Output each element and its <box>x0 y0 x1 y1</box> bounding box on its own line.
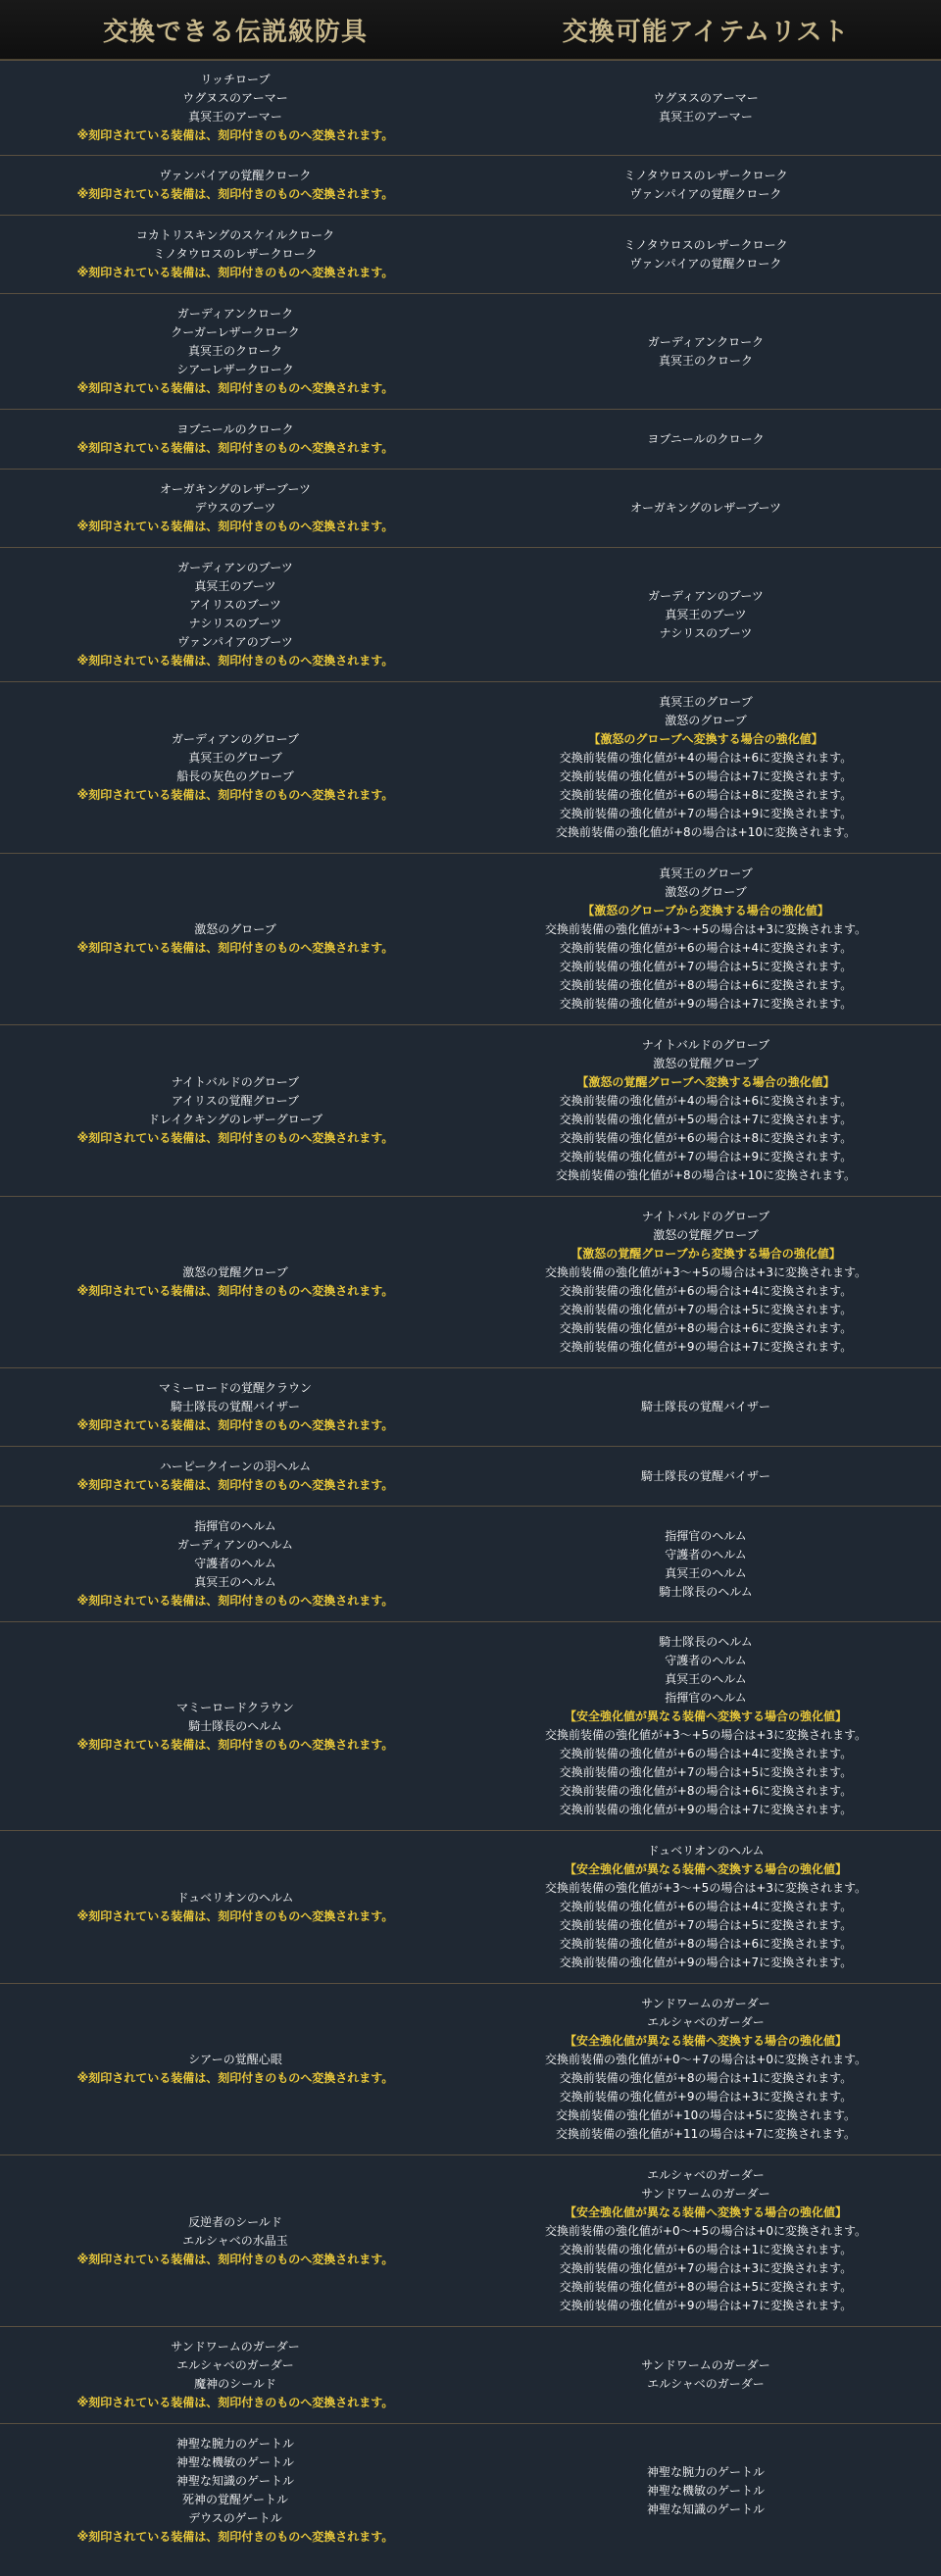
item-line: 騎士隊長のヘルム <box>659 1584 753 1599</box>
exchange-items-cell <box>470 854 941 1024</box>
legendary-armor-cell <box>0 470 470 547</box>
item-line: 神聖な腕力のゲートル <box>646 2464 765 2479</box>
enhancement-heading: 【安全強化値が異なる装備へ変換する場合の強化値】 <box>564 1709 847 1723</box>
item-line: 真冥王のアーマー <box>188 110 282 124</box>
exchange-items-cell <box>470 156 941 215</box>
engraving-note: ※刻印されている装備は、刻印付きのものへ変換されます。 <box>76 1131 394 1145</box>
item-line: 騎士隊長の覚醒バイザー <box>170 1400 300 1413</box>
legendary-armor-cell <box>0 1622 470 1830</box>
item-line: 魔神のシールド <box>194 2377 276 2391</box>
item-line: 死神の覚醒ゲートル <box>181 2493 288 2506</box>
exchange-items-cell <box>470 294 941 409</box>
item-line: 指揮官のヘルム <box>194 1519 276 1533</box>
item-line: ヨブニールのクローク <box>176 422 294 436</box>
item-line: ドュベリオンのヘルム <box>176 1890 294 1905</box>
engraving-note: ※刻印されている装備は、刻印付きのものへ変換されます。 <box>76 1284 394 1298</box>
item-line: 指揮官のヘルム <box>665 1528 747 1543</box>
legendary-armor-cell <box>0 854 470 1024</box>
item-line: 交換前装備の強化値が+6の場合は+4に変換されます。 <box>559 1284 853 1298</box>
item-line: エルシャベの水晶玉 <box>182 2233 288 2248</box>
table-row <box>0 1367 941 1446</box>
item-line: サンドワームのガーダー <box>171 2340 300 2353</box>
item-line: 交換前装備の強化値が+8の場合は+10に変換されます。 <box>555 1168 857 1182</box>
enhancement-heading: 【激怒の覚醒グローブから変換する場合の強化値】 <box>570 1247 841 1261</box>
item-line: 真冥王のクローク <box>658 353 753 368</box>
enhancement-heading: 【安全強化値が異なる装備へ変換する場合の強化値】 <box>564 1862 847 1876</box>
enhancement-heading: 【激怒のグローブから変換する場合の強化値】 <box>582 904 829 917</box>
exchange-items-cell <box>470 2424 941 2557</box>
item-line: 激怒のグローブ <box>665 714 747 727</box>
table-row <box>0 215 941 293</box>
exchange-items-cell <box>470 410 941 469</box>
item-line: アイリスの覚醒グローブ <box>171 1094 300 1108</box>
item-line: 真冥王のアーマー <box>659 110 753 124</box>
exchange-items-cell <box>470 1197 941 1367</box>
item-line: 交換前装備の強化値が+10の場合は+5に変換されます。 <box>555 2108 857 2122</box>
item-line: 交換前装備の強化値が+9の場合は+7に変換されます。 <box>559 1956 853 1969</box>
table-row <box>0 293 941 409</box>
exchange-items-cell <box>470 2327 941 2423</box>
item-line: オーガキングのレザーブーツ <box>160 482 311 496</box>
table-body <box>0 60 941 2557</box>
item-line: 交換前装備の強化値が+9の場合は+3に変換されます。 <box>559 2090 853 2104</box>
table-row <box>0 853 941 1024</box>
item-line: 交換前装備の強化値が+6の場合は+4に変換されます。 <box>559 1747 853 1760</box>
engraving-note: ※刻印されている装備は、刻印付きのものへ変換されます。 <box>76 381 394 395</box>
item-line: 交換前装備の強化値が+6の場合は+4に変換されます。 <box>559 941 853 955</box>
item-line: クーガーレザークローク <box>171 325 300 339</box>
exchange-items-cell <box>470 682 941 853</box>
item-line: 真冥王のヘルム <box>665 1672 747 1686</box>
engraving-note: ※刻印されている装備は、刻印付きのものへ変換されます。 <box>76 1908 394 1923</box>
item-line: 指揮官のヘルム <box>665 1691 747 1705</box>
item-line: ガーディアンクローク <box>647 334 765 349</box>
item-line: 真冥王のヘルム <box>665 1565 747 1580</box>
table-row <box>0 2326 941 2423</box>
item-line: 真冥王のブーツ <box>665 607 747 621</box>
item-line: ドュベリオンのヘルム <box>647 1844 765 1858</box>
table-header <box>0 0 941 60</box>
legendary-armor-cell <box>0 2327 470 2423</box>
engraving-note: ※刻印されている装備は、刻印付きのものへ変換されます。 <box>76 1478 394 1492</box>
item-line: 交換前装備の強化値が+8の場合は+6に変換されます。 <box>559 1937 853 1951</box>
exchange-items-cell <box>470 1447 941 1506</box>
legendary-armor-cell <box>0 1447 470 1506</box>
engraving-note: ※刻印されている装備は、刻印付きのものへ変換されます。 <box>76 187 394 201</box>
item-line: 交換前装備の強化値が+6の場合は+8に変換されます。 <box>559 1131 853 1145</box>
item-line: 真冥王のグローブ <box>659 867 753 880</box>
table-row <box>0 2155 941 2326</box>
item-line: マミーロードクラウン <box>176 1700 294 1714</box>
item-line: 反逆者のシールド <box>188 2214 282 2229</box>
enhancement-heading: 【安全強化値が異なる装備へ変換する場合の強化値】 <box>564 2205 847 2219</box>
item-line: 騎士隊長のヘルム <box>659 1635 753 1649</box>
header-right-title: 交換可能アイテムリスト <box>562 17 850 47</box>
item-line: 交換前装備の強化値が+9の場合は+7に変換されます。 <box>559 1803 853 1816</box>
item-line: サンドワームのガーダー <box>641 1997 770 2010</box>
item-line: ウグヌスのアーマー <box>182 91 288 105</box>
item-line: 交換前装備の強化値が+3～+5の場合は+3に変換されます。 <box>544 922 867 936</box>
engraving-note: ※刻印されている装備は、刻印付きのものへ変換されます。 <box>76 2252 394 2266</box>
item-line: 交換前装備の強化値が+9の場合は+7に変換されます。 <box>559 1340 853 1354</box>
legendary-armor-cell <box>0 156 470 215</box>
item-line: ミノタウロスのレザークローク <box>153 247 318 261</box>
engraving-note: ※刻印されている装備は、刻印付きのものへ変換されます。 <box>76 266 394 279</box>
item-line: 交換前装備の強化値が+6の場合は+8に変換されます。 <box>559 788 853 802</box>
item-line: 神聖な機敏のゲートル <box>175 2455 294 2469</box>
item-line: ヴァンパイアの覚醒クローク <box>629 187 782 201</box>
engraving-note: ※刻印されている装備は、刻印付きのものへ変換されます。 <box>76 654 394 668</box>
table-row <box>0 1506 941 1621</box>
exchange-items-cell <box>470 1507 941 1621</box>
item-line: 交換前装備の強化値が+3～+5の場合は+3に変換されます。 <box>544 1728 867 1742</box>
item-line: 騎士隊長の覚醒バイザー <box>640 1400 770 1413</box>
item-line: デウスのゲートル <box>188 2511 282 2525</box>
item-line: 真冥王のグローブ <box>188 751 282 765</box>
item-line: サンドワームのガーダー <box>641 2187 770 2201</box>
table-row <box>0 1196 941 1367</box>
item-line: 交換前装備の強化値が+8の場合は+6に変換されます。 <box>559 1784 853 1798</box>
item-line: 交換前装備の強化値が+0～+7の場合は+0に変換されます。 <box>544 2053 867 2066</box>
item-line: 守護者のヘルム <box>665 1547 747 1561</box>
exchange-items-cell <box>470 2155 941 2326</box>
item-line: 交換前装備の強化値が+4の場合は+6に変換されます。 <box>559 751 853 765</box>
item-line: ハーピークイーンの羽ヘルム <box>159 1460 312 1473</box>
legendary-armor-cell <box>0 2424 470 2557</box>
item-line: ガーディアンのヘルム <box>176 1538 294 1552</box>
item-line: 真冥王のクローク <box>187 344 282 358</box>
item-line: サンドワームのガーダー <box>641 2358 770 2372</box>
item-line: ヴァンパイアの覚醒クローク <box>159 169 312 182</box>
item-line: 交換前装備の強化値が+7の場合は+9に変換されます。 <box>559 1150 853 1164</box>
item-line: 交換前装備の強化値が+6の場合は+1に変換されます。 <box>559 2243 853 2256</box>
table-row <box>0 2423 941 2557</box>
item-line: ヴァンパイアのブーツ <box>177 635 293 649</box>
item-line: マミーロードの覚醒クラウン <box>158 1381 312 1395</box>
item-line: エルシャベのガーダー <box>176 2358 294 2372</box>
item-line: 激怒の覚醒グローブ <box>182 1265 288 1279</box>
exchange-items-cell <box>470 1368 941 1446</box>
table-row <box>0 1446 941 1506</box>
item-line: ヨブニールのクローク <box>647 431 765 446</box>
item-line: ガーディアンのグローブ <box>172 732 299 746</box>
item-line: 真冥王のヘルム <box>194 1575 276 1589</box>
table-row <box>0 681 941 853</box>
legendary-armor-cell <box>0 1368 470 1446</box>
table-row <box>0 1983 941 2155</box>
engraving-note: ※刻印されている装備は、刻印付きのものへ変換されます。 <box>76 1418 394 1432</box>
enhancement-heading: 【激怒のグローブへ変換する場合の強化値】 <box>588 732 823 746</box>
item-line: 交換前装備の強化値が+6の場合は+4に変換されます。 <box>559 1900 853 1913</box>
item-line: 交換前装備の強化値が+8の場合は+6に変換されます。 <box>559 1321 853 1335</box>
item-line: 神聖な知識のゲートル <box>175 2474 294 2488</box>
item-line: 真冥王のブーツ <box>194 579 276 593</box>
item-line: 騎士隊長のヘルム <box>188 1718 282 1733</box>
item-line: ナイトバルドのグローブ <box>641 1210 770 1223</box>
item-line: 交換前装備の強化値が+4の場合は+6に変換されます。 <box>559 1094 853 1108</box>
item-line: ガーディアンのブーツ <box>648 588 764 603</box>
item-line: 交換前装備の強化値が+7の場合は+5に変換されます。 <box>559 960 853 973</box>
exchange-items-cell <box>470 1622 941 1830</box>
item-line: ドレイクキングのレザーグローブ <box>147 1113 323 1126</box>
legendary-armor-cell <box>0 1197 470 1367</box>
item-line: ナシリスのブーツ <box>188 617 282 630</box>
legendary-armor-cell <box>0 1831 470 1983</box>
legendary-armor-cell <box>0 2155 470 2326</box>
item-line: 交換前装備の強化値が+7の場合は+3に変換されます。 <box>559 2261 853 2275</box>
item-line: オーガキングのレザーブーツ <box>630 501 781 515</box>
table-row <box>0 60 941 155</box>
table-row <box>0 155 941 215</box>
item-line: 神聖な腕力のゲートル <box>175 2437 294 2451</box>
item-line: 交換前装備の強化値が+3～+5の場合は+3に変換されます。 <box>544 1881 867 1895</box>
item-line: 交換前装備の強化値が+3～+5の場合は+3に変換されます。 <box>544 1265 867 1279</box>
exchange-items-cell <box>470 470 941 547</box>
item-line: ガーディアンクローク <box>176 307 294 321</box>
item-line: アイリスのブーツ <box>189 598 281 612</box>
engraving-note: ※刻印されている装備は、刻印付きのものへ変換されます。 <box>76 2071 394 2085</box>
item-line: 激怒のグローブ <box>194 922 276 936</box>
item-line: 激怒の覚醒グローブ <box>653 1228 759 1242</box>
legendary-armor-cell <box>0 410 470 469</box>
item-line: デウスのブーツ <box>194 501 276 515</box>
item-line: エルシャベのガーダー <box>647 2377 765 2391</box>
engraving-note: ※刻印されている装備は、刻印付きのものへ変換されます。 <box>76 520 394 533</box>
item-line: 船長の灰色のグローブ <box>176 769 294 783</box>
item-line: 交換前装備の強化値が+8の場合は+10に変換されます。 <box>555 825 857 839</box>
table-row <box>0 409 941 469</box>
item-line: 交換前装備の強化値が+9の場合は+7に変換されます。 <box>559 2299 853 2312</box>
exchange-items-cell <box>470 548 941 681</box>
item-line: 激怒の覚醒グローブ <box>653 1057 759 1070</box>
engraving-note: ※刻印されている装備は、刻印付きのものへ変換されます。 <box>76 2396 394 2409</box>
legendary-armor-cell <box>0 682 470 853</box>
item-line: 守護者のヘルム <box>665 1654 747 1667</box>
item-line: エルシャベのガーダー <box>647 2168 765 2182</box>
item-line: ガーディアンのブーツ <box>177 561 293 574</box>
exchange-items-cell <box>470 61 941 155</box>
engraving-note: ※刻印されている装備は、刻印付きのものへ変換されます。 <box>76 441 394 455</box>
item-line: 守護者のヘルム <box>194 1557 276 1570</box>
item-line: 交換前装備の強化値が+8の場合は+1に変換されます。 <box>559 2071 853 2085</box>
item-line: 交換前装備の強化値が+5の場合は+7に変換されます。 <box>559 1113 853 1126</box>
enhancement-heading: 【激怒の覚醒グローブへ変換する場合の強化値】 <box>576 1075 835 1089</box>
enhancement-heading: 【安全強化値が異なる装備へ変換する場合の強化値】 <box>564 2034 847 2048</box>
item-line: 交換前装備の強化値が+8の場合は+5に変換されます。 <box>559 2280 853 2294</box>
item-line: 激怒のグローブ <box>665 885 747 899</box>
exchange-items-cell <box>470 216 941 293</box>
table-row <box>0 1621 941 1830</box>
item-line: コカトリスキングのスケイルクローク <box>135 228 335 242</box>
exchange-items-cell <box>470 1984 941 2155</box>
legendary-armor-cell <box>0 294 470 409</box>
table-row <box>0 469 941 547</box>
engraving-note: ※刻印されている装備は、刻印付きのものへ変換されます。 <box>76 128 394 142</box>
item-line: 交換前装備の強化値が+9の場合は+7に変換されます。 <box>559 997 853 1011</box>
item-line: シアーの覚醒心眼 <box>188 2053 282 2066</box>
item-line: 騎士隊長の覚醒バイザー <box>640 1468 770 1483</box>
item-line: 真冥王のグローブ <box>659 695 753 709</box>
legendary-armor-cell <box>0 216 470 293</box>
table-row <box>0 1024 941 1196</box>
item-line: ウグヌスのアーマー <box>653 91 759 105</box>
item-line: 交換前装備の強化値が+0～+5の場合は+0に変換されます。 <box>544 2224 867 2238</box>
legendary-armor-cell <box>0 1025 470 1196</box>
item-line: 交換前装備の強化値が+7の場合は+5に変換されます。 <box>559 1918 853 1932</box>
item-line: 交換前装備の強化値が+7の場合は+5に変換されます。 <box>559 1765 853 1779</box>
table-row <box>0 547 941 681</box>
item-line: 神聖な機敏のゲートル <box>646 2483 765 2498</box>
item-line: ナイトバルドのグローブ <box>171 1075 300 1089</box>
engraving-note: ※刻印されている装備は、刻印付きのものへ変換されます。 <box>76 941 394 955</box>
legendary-armor-cell <box>0 548 470 681</box>
table-row <box>0 1830 941 1983</box>
engraving-note: ※刻印されている装備は、刻印付きのものへ変換されます。 <box>76 1594 394 1608</box>
item-line: ミノタウロスのレザークローク <box>623 169 788 182</box>
item-line: 交換前装備の強化値が+7の場合は+9に変換されます。 <box>559 807 853 820</box>
item-line: 交換前装備の強化値が+5の場合は+7に変換されます。 <box>559 769 853 783</box>
legendary-armor-cell <box>0 1984 470 2155</box>
item-line: 交換前装備の強化値が+7の場合は+5に変換されます。 <box>559 1303 853 1316</box>
legendary-armor-cell <box>0 61 470 155</box>
header-left-title: 交換できる伝説級防具 <box>102 17 368 47</box>
item-line: 交換前装備の強化値が+11の場合は+7に変換されます。 <box>555 2127 857 2141</box>
item-line: ナイトバルドのグローブ <box>641 1038 770 1052</box>
item-line: ナシリスのブーツ <box>659 625 753 640</box>
item-line: 交換前装備の強化値が+8の場合は+6に変換されます。 <box>559 978 853 992</box>
exchange-items-cell <box>470 1025 941 1196</box>
item-line: ヴァンパイアの覚醒クローク <box>629 256 782 271</box>
item-line: エルシャベのガーダー <box>647 2015 765 2029</box>
item-line: リッチローブ <box>200 73 271 86</box>
engraving-note: ※刻印されている装備は、刻印付きのものへ変換されます。 <box>76 788 394 802</box>
legendary-armor-cell <box>0 1507 470 1621</box>
engraving-note: ※刻印されている装備は、刻印付きのものへ変換されます。 <box>76 1737 394 1752</box>
engraving-note: ※刻印されている装備は、刻印付きのものへ変換されます。 <box>76 2530 394 2544</box>
item-line: 神聖な知識のゲートル <box>646 2502 765 2516</box>
item-line: ミノタウロスのレザークローク <box>623 237 788 252</box>
exchange-items-cell <box>470 1831 941 1983</box>
item-line: シアーレザークローク <box>176 363 294 376</box>
